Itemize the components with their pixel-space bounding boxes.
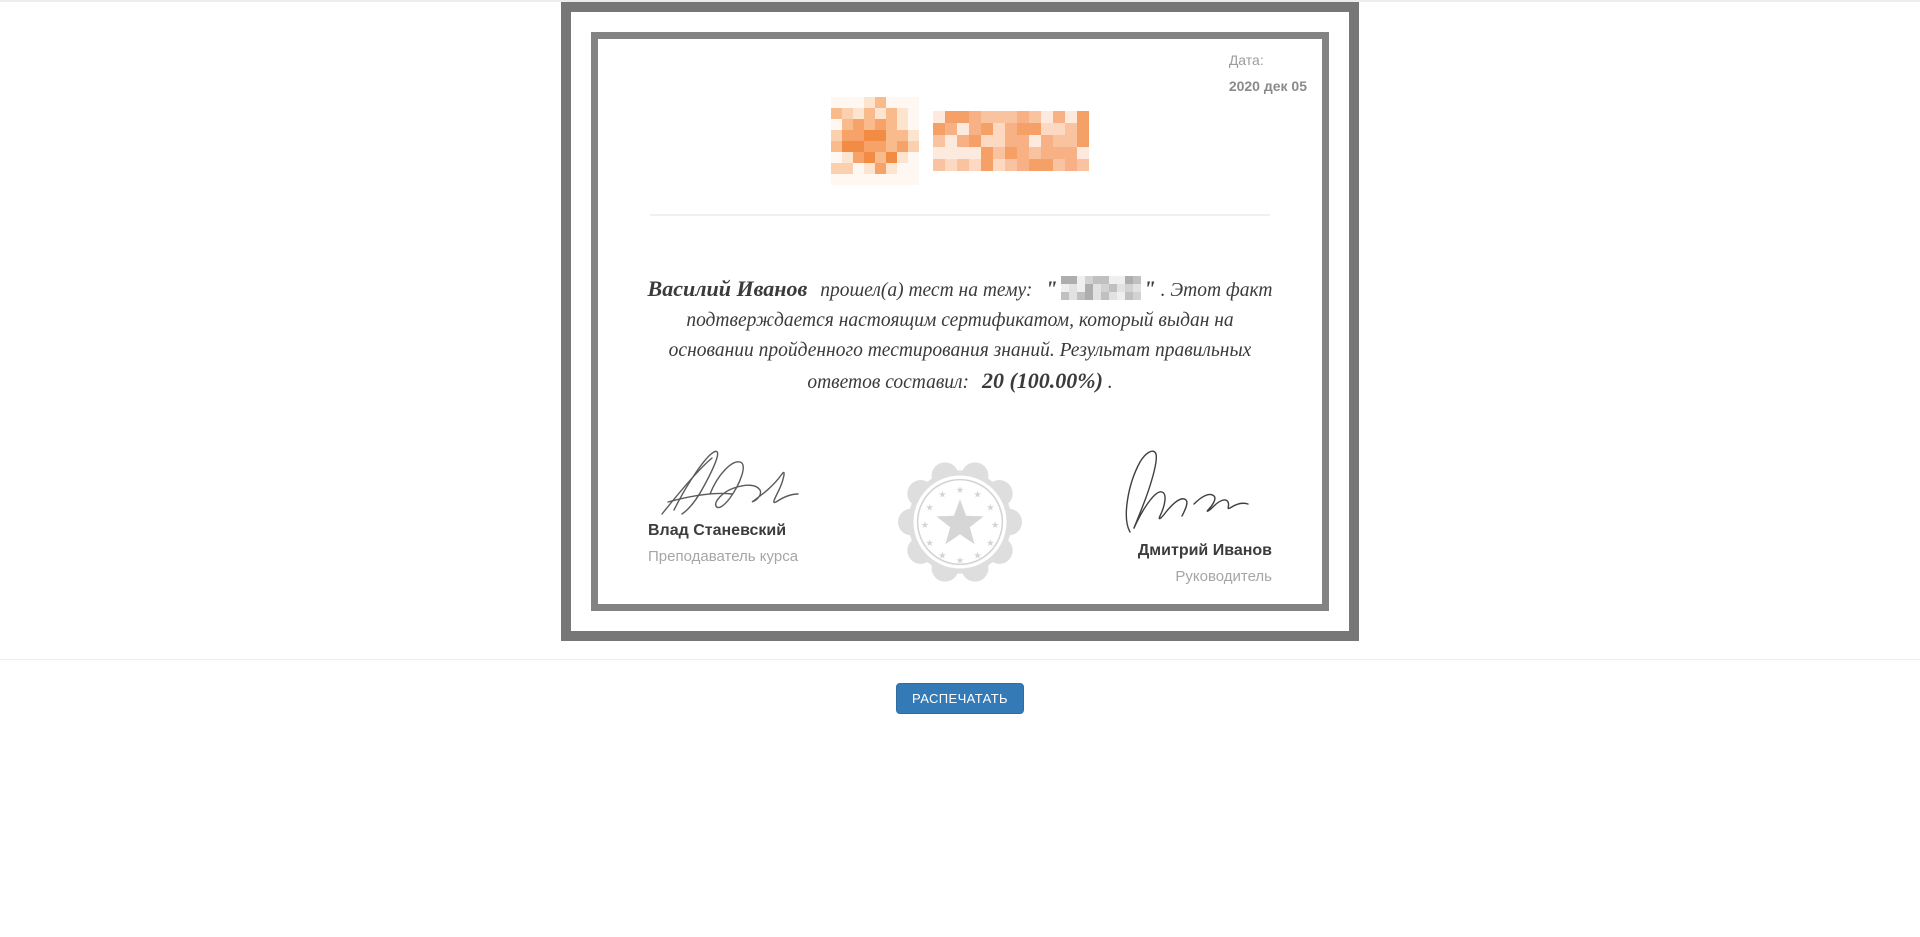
text-end: . — [1107, 372, 1113, 393]
signatures-row — [648, 444, 1272, 589]
date-label: Дата: — [1228, 52, 1264, 68]
course-logo-wordmark — [933, 111, 1089, 171]
logo-divider — [650, 214, 1270, 216]
signature-block-teacher — [648, 444, 878, 565]
star-seal-icon — [898, 460, 1022, 584]
print-button[interactable]: РАСПЕЧАТАТЬ — [896, 683, 1024, 714]
svg-text:★: ★ — [986, 502, 995, 514]
svg-text:★: ★ — [986, 537, 995, 549]
head-signature-image — [1112, 444, 1272, 536]
svg-text:★: ★ — [920, 520, 930, 532]
date-block — [1229, 52, 1307, 94]
teacher-name: Влад Станевский — [648, 522, 787, 539]
teacher-signature-image — [648, 444, 808, 516]
course-logo-mark-icon — [831, 97, 919, 185]
head-name: Дмитрий Иванов — [1137, 542, 1272, 559]
actions-bar — [0, 659, 1920, 714]
head-role: Руководитель — [1175, 568, 1272, 585]
svg-text:★: ★ — [925, 537, 934, 549]
certificate — [591, 32, 1329, 611]
svg-text:★: ★ — [938, 550, 947, 562]
svg-text:★: ★ — [955, 555, 965, 567]
svg-text:★: ★ — [938, 489, 947, 501]
topic-open-quote: " — [1045, 276, 1058, 301]
text-middle: . Этот факт подтверждается настоящим сертификатом, который выдан на основании пройденного тестирования знаний. Результат правильных ответов составил: — [668, 280, 1273, 393]
seal-wrap — [898, 460, 1022, 589]
svg-text:★: ★ — [925, 502, 934, 514]
topic-close-quote: " — [1143, 276, 1156, 301]
svg-text:★: ★ — [973, 550, 982, 562]
svg-text:★: ★ — [990, 520, 1000, 532]
student-name: Василий Иванов — [647, 276, 808, 301]
svg-text:★: ★ — [955, 485, 965, 497]
date-value: 2020 дек 05 — [1228, 78, 1307, 94]
text-after-name: прошел(а) тест на тему: — [820, 280, 1033, 301]
certificate-text — [646, 274, 1274, 398]
topic-redacted-block — [1061, 276, 1141, 300]
svg-text:★: ★ — [973, 489, 982, 501]
signature-block-head — [1042, 444, 1272, 585]
score-value: 20 (100.00%) — [981, 368, 1103, 393]
certificate-frame — [561, 2, 1359, 641]
logo-row — [612, 93, 1308, 188]
teacher-role: Преподаватель курса — [648, 548, 799, 565]
